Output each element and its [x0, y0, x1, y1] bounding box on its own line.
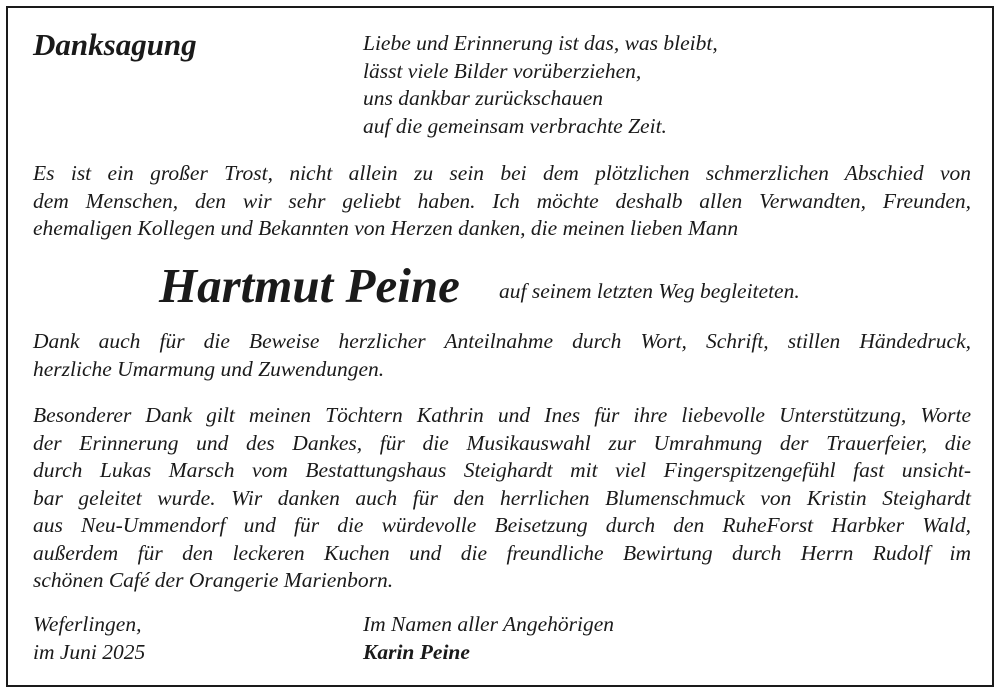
paragraph-line: herzliche Umarmung und Zuwendungen. [33, 356, 385, 381]
paragraph-line: Dank auch für die Beweise herzlicher Anteilnahme durch Wort, Schrift, stillen Händedruck, [33, 329, 971, 353]
date-text: im Juni 2025 [33, 639, 146, 664]
paragraph-line: bar geleitet wurde. Wir danken auch für den herrlichen Blumenschmuck von Kristin Steighardt [33, 485, 971, 510]
paragraph-line: außerdem für den leckeren Kuchen und die freundliche Bewirtung durch Herrn Rudolf im [33, 540, 971, 565]
on-behalf-text: Im Namen aller Angehörigen [363, 612, 614, 636]
name-suffix-text: auf seinem letzten Weg begleiteten. [499, 279, 800, 303]
paragraph-line: Besonderer Dank gilt meinen Töchtern Kathrin und Ines für ihre liebevolle Unterstützung, Worte [33, 403, 971, 427]
paragraph-line: der Erinnerung und des Dankes, für die Musikauswahl zur Umrahmung der Trauerfeier, die [33, 430, 971, 455]
paragraph-line: aus Neu-Ummendorf und für die würdevolle Beisetzung durch den RuheForst Harbker Wald, [33, 513, 971, 537]
notice-heading: Danksagung [33, 27, 197, 62]
special-thanks-paragraph [33, 402, 971, 595]
paragraph-line: dem Menschen, den wir sehr geliebt haben. Ich möchte deshalb allen Verwandten, Freunden, [33, 188, 971, 213]
signer-name: Karin Peine [363, 639, 470, 664]
intro-paragraph [33, 160, 971, 243]
place-date-block [33, 611, 145, 666]
paragraph-line: Es ist ein großer Trost, nicht allein zu sein bei dem plötzlichen schmerzlichen Abschied von [33, 161, 971, 185]
paragraph-line: durch Lukas Marsch vom Bestattungshaus Steighardt mit viel Fingerspitzengefühl fast unsicht- [33, 458, 971, 482]
place-text: Weferlingen, [33, 612, 142, 636]
paragraph-line: ehemaligen Kollegen und Bekannten von Herzen danken, die meinen lieben Mann [33, 216, 739, 240]
signature-block [363, 611, 614, 666]
poem-line: lässt viele Bilder vorüberziehen, [363, 58, 642, 83]
thanks-paragraph [33, 328, 971, 383]
poem-line: Liebe und Erinnerung ist das, was bleibt, [363, 31, 718, 55]
obituary-thanks-notice [6, 6, 994, 687]
paragraph-line: schönen Café der Orangerie Marienborn. [33, 568, 394, 592]
poem-verse [363, 30, 718, 140]
poem-line: uns dankbar zurückschauen [363, 86, 604, 110]
poem-line: auf die gemeinsam verbrachte Zeit. [363, 113, 667, 138]
deceased-name: Hartmut Peine [159, 258, 460, 313]
